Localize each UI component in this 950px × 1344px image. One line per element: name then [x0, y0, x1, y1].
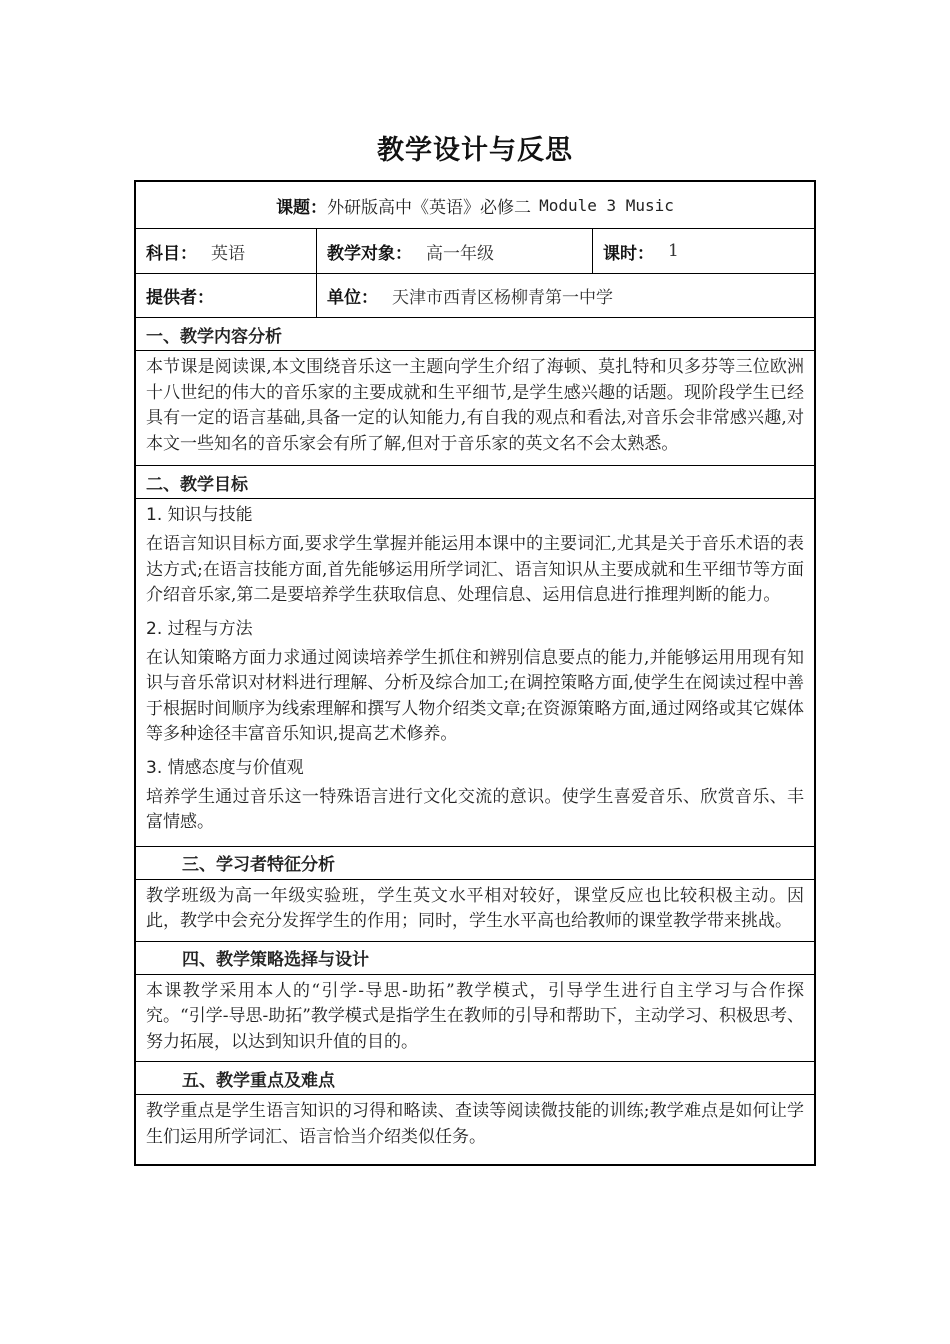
- section-1-text: 本节课是阅读课,本文围绕音乐这一主题向学生介绍了海顿、莫扎特和贝多芬等三位欧洲十八世纪的伟大的音乐家的主要成就和生平细节,是学生感兴趣的话题。现阶段学生已经具有一定的语言基础,具备一定的认知能力,有自我的观点和看法,对音乐会非常感兴趣,对本文一些知名的音乐家会有所了解,但对于音乐家的英文名不会太熟悉。: [136, 351, 814, 466]
- subject-value: 英语: [211, 243, 245, 264]
- hours-value: 1: [668, 241, 679, 261]
- goal-1-title-text: 知识与技能: [167, 505, 253, 525]
- goal-1-text: 在语言知识目标方面,要求学生掌握并能运用本课中的主要词汇,尤其是关于音乐术语的表达方式;在语言技能方面,首先能够运用所学词汇、语言知识从主要成就和生平细节等方面介绍音乐家,第二是要培养学生获取信息、处理信息、运用信息进行推理判断的能力。: [146, 534, 804, 605]
- goal-3-number: 3.: [146, 757, 163, 778]
- section-4-heading: 四、教学策略选择与设计: [136, 942, 814, 975]
- target-cell: [316, 229, 592, 273]
- section-3-text: 教学班级为高一年级实验班，学生英文水平相对较好，课堂反应也比较积极主动。因此，教学中会充分发挥学生的作用；同时，学生水平高也给教师的课堂教学带来挑战。: [136, 880, 814, 942]
- section-4-text: 本课教学采用本人的“引学-导思-助拓”教学模式，引导学生进行自主学习与合作探究。“引学-导思-助拓”教学模式是指学生在教师的引导和帮助下，主动学习、积极思考、努力拓展，以达到知识升值的目的。: [136, 975, 814, 1063]
- unit-label: 单位：: [327, 288, 378, 308]
- subject-cell: [136, 229, 316, 273]
- provider-cell: [136, 274, 316, 317]
- goal-3-title: [136, 752, 814, 781]
- topic-label: 课题：: [276, 197, 328, 218]
- goal-2-text: 在认知策略方面力求通过阅读培养学生抓住和辨别信息要点的能力,并能够运用用现有知识与音乐常识对材料进行理解、分析及综合加工;在调控策略方面,使学生在阅读过程中善于根据时间顺序为线索理解和撰写人物介绍类文章;在资源策略方面,通过网络或其它媒体等多种途径丰富音乐知识,提高艺术修养。: [146, 647, 804, 744]
- info-row-1: [136, 229, 814, 274]
- goal-1-number: 1.: [146, 505, 163, 525]
- goal-2-title: [136, 613, 814, 642]
- goal-1-title: [136, 499, 814, 528]
- topic-row: [136, 182, 814, 229]
- goal-3-text: 培养学生通过音乐这一特殊语言进行文化交流的意识。使学生喜爱音乐、欣赏音乐、丰富情感。: [146, 786, 804, 832]
- goal-2-title-text: 过程与方法: [167, 618, 253, 639]
- goal-3-title-text: 情感态度与价值观: [167, 757, 304, 778]
- topic-value-cn: 外研版高中《英语》必修二: [327, 197, 532, 218]
- topic-cell: [136, 182, 814, 228]
- section-1-heading: 一、教学内容分析: [136, 318, 814, 351]
- unit-cell: [316, 274, 814, 317]
- document-title: 教学设计与反思: [377, 135, 573, 166]
- hours-label: 课时：: [603, 243, 654, 264]
- section-5-text: 教学重点是学生语言知识的习得和略读、查读等阅读微技能的训练;教学难点是如何让学生们运用所学词汇、语言恰当介绍类似任务。: [146, 1101, 804, 1147]
- section-5-heading: 五、教学重点及难点: [136, 1062, 814, 1095]
- lesson-plan-table: [134, 180, 816, 1166]
- provider-label: 提供者：: [146, 288, 214, 308]
- topic-value-en: Module 3 Music: [539, 195, 674, 215]
- goal-2-number: 2.: [146, 618, 163, 639]
- unit-value: 天津市西青区杨柳青第一中学: [392, 288, 613, 308]
- info-row-2: [136, 274, 814, 318]
- section-2-heading: 二、教学目标: [136, 466, 814, 499]
- section-2-body: [136, 499, 814, 847]
- section-3-heading: 三、学习者特征分析: [136, 847, 814, 880]
- target-label: 教学对象：: [327, 243, 412, 264]
- subject-label: 科目：: [146, 243, 197, 264]
- target-value: 高一年级: [426, 243, 494, 264]
- hours-cell: [592, 229, 814, 273]
